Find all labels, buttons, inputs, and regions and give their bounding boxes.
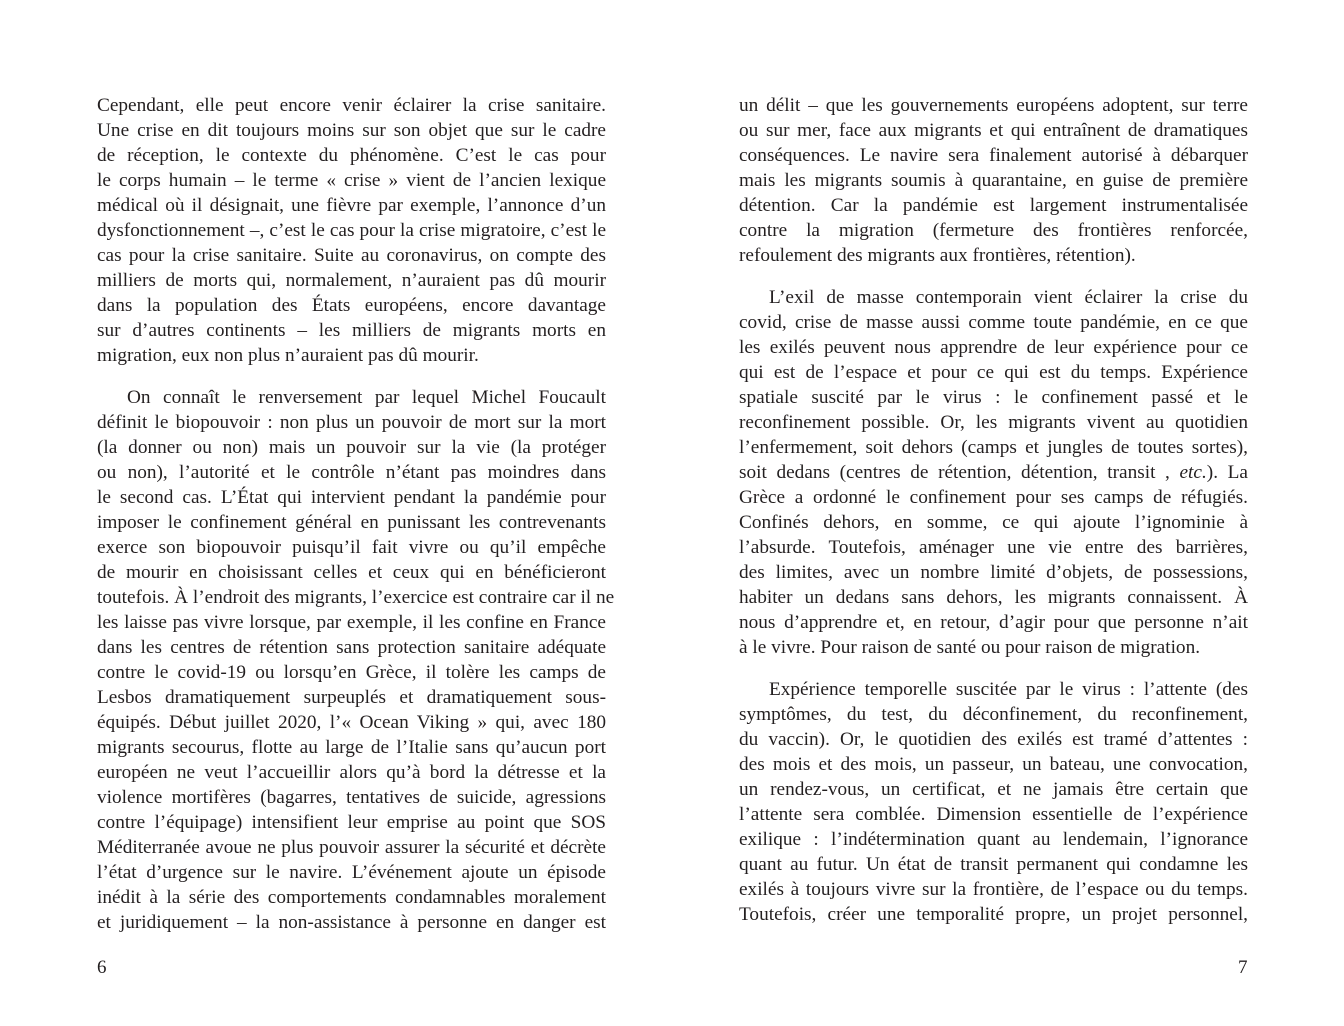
text-line: à le vivre. Pour raison de santé ou pour raison de migration. — [739, 637, 1201, 658]
text-line: dans les centres de rétention sans protection sanitaire adéquate — [97, 637, 606, 658]
text-line: le corps humain – le terme « crise » vient de l’ancien lexique — [97, 170, 606, 191]
text-line: des mois et des mois, un passeur, un bateau, une convocation, — [739, 754, 1248, 775]
text-line: l’absurde. Toutefois, aménager une vie entre des barrières, — [739, 537, 1248, 558]
text-line: Une crise en dit toujours moins sur son objet que sur le cadre — [97, 120, 606, 141]
text-line: milliers de morts qui, normalement, n’auraient pas dû mourir — [97, 270, 606, 291]
text-line: covid, crise de masse aussi comme toute pandémie, en ce que — [739, 312, 1248, 333]
text-segment: ). La — [1206, 462, 1248, 483]
text-line: toutefois. À l’endroit des migrants, l’exercice est contraire car il ne — [97, 587, 615, 608]
text-line: exerce son biopouvoir puisqu’il fait vivre ou qu’il empêche — [97, 537, 606, 558]
text-line: équipés. Début juillet 2020, l’« Ocean Viking » qui, avec 180 — [97, 712, 606, 733]
left-page-text — [97, 93, 615, 952]
text-line: migration, eux non plus n’auraient pas dû mourir. — [97, 345, 479, 366]
text-line: qui est de l’espace et pour ce qui est du temps. Expérience — [739, 362, 1248, 383]
text-segment: soit dedans (centres de rétention, détention, transit , — [739, 462, 1180, 483]
text-line: les laisse pas vivre lorsque, par exemple, il les confine en France — [97, 612, 606, 633]
text-line: détention. Car la pandémie est largement instrumentalisée — [739, 195, 1248, 216]
text-line: du vaccin). Or, le quotidien des exilés est tramé d’attentes : — [739, 729, 1248, 750]
text-line: nous d’apprendre et, en retour, d’agir pour que personne n’ait — [739, 612, 1248, 633]
text-line: l’enfermement, soit dehors (camps et jungles de toutes sortes), — [739, 437, 1248, 458]
text-line: des limites, avec un nombre limité d’objets, de possessions, — [739, 562, 1248, 583]
right-page-text — [739, 93, 1248, 944]
text-line: refoulement des migrants aux frontières, rétention). — [739, 245, 1136, 266]
page-number-left: 6 — [97, 957, 107, 978]
text-line: Cependant, elle peut encore venir éclairer la crise sanitaire. — [97, 95, 606, 116]
text-line: quant au futur. Un état de transit permanent qui condamne les — [739, 854, 1248, 875]
text-line: Confinés dehors, en somme, ce qui ajoute l’ignominie à — [739, 512, 1248, 533]
text-line: exilés à toujours vivre sur la frontière, de l’espace ou du temps. — [739, 879, 1248, 900]
paragraph — [97, 385, 615, 935]
text-line: un rendez-vous, un certificat, et ne jamais être certain que — [739, 779, 1248, 800]
text-line: définit le biopouvoir : non plus un pouvoir de mort sur la mort — [97, 412, 606, 433]
text-line: Grèce a ordonné le confinement pour ses camps de réfugiés. — [739, 487, 1248, 508]
text-line: et juridiquement – la non-assistance à personne en danger est — [97, 912, 606, 933]
text-line: reconfinement possible. Or, les migrants vivent au quotidien — [739, 412, 1248, 433]
text-line: conséquences. Le navire sera finalement autorisé à débarquer — [739, 145, 1248, 166]
text-line: Méditerranée avoue ne plus pouvoir assurer la sécurité et décrète — [97, 837, 606, 858]
text-line: dysfonctionnement –, c’est le cas pour la crise migratoire, c’est le — [97, 220, 606, 241]
text-line: ou sur mer, face aux migrants et qui entraînent de dramatiques — [739, 120, 1248, 141]
text-line: les exilés peuvent nous apprendre de leur expérience pour ce — [739, 337, 1248, 358]
text-line: symptômes, du test, du déconfinement, du reconfinement, — [739, 704, 1248, 725]
text-line: cas pour la crise sanitaire. Suite au coronavirus, on compte des — [97, 245, 606, 266]
text-line: Lesbos dramatiquement surpeuplés et dramatiquement sous- — [97, 687, 606, 708]
text-line: (la donner ou non) mais un pouvoir sur la vie (la protéger — [97, 437, 606, 458]
text-line: médical où il désignait, une fièvre par exemple, l’annonce d’un — [97, 195, 606, 216]
italic-text: etc. — [1179, 462, 1207, 483]
paragraph — [739, 93, 1248, 268]
text-line: ou non), l’autorité et le contrôle n’étant pas moindres dans — [97, 462, 606, 483]
text-line: migrants secourus, flotte au large de l’Italie sans qu’aucun port — [97, 737, 606, 758]
text-line: l’état d’urgence sur le navire. L’événement ajoute un épisode — [97, 862, 606, 883]
text-line: contre la migration (fermeture des frontières renforcée, — [739, 220, 1248, 241]
text-line: mais les migrants soumis à quarantaine, en guise de première — [739, 170, 1248, 191]
text-line: l’attente sera comblée. Dimension essentielle de l’expérience — [739, 804, 1248, 825]
text-line: sur d’autres continents – les milliers de migrants morts en — [97, 320, 606, 341]
paragraph — [739, 285, 1248, 660]
text-line: inédit à la série des comportements condamnables moralement — [97, 887, 606, 908]
text-line: de réception, le contexte du phénomène. C’est le cas pour — [97, 145, 606, 166]
text-line: exilique : l’indétermination quant au lendemain, l’ignorance — [739, 829, 1248, 850]
text-line: un délit – que les gouvernements européens adoptent, sur terre — [739, 95, 1248, 116]
paragraph — [739, 677, 1248, 927]
text-line: de mourir en choisissant celles et ceux qui en bénéficieront — [97, 562, 606, 583]
text-line — [739, 460, 1248, 485]
text-line: Toutefois, créer une temporalité propre, un projet personnel, — [739, 904, 1248, 925]
text-line: habiter un dedans sans dehors, les migrants connaissent. À — [739, 587, 1248, 608]
text-line: dans la population des États européens, encore davantage — [97, 295, 606, 316]
text-line: On connaît le renversement par lequel Michel Foucault — [127, 387, 606, 408]
text-line: imposer le confinement général en punissant les contrevenants — [97, 512, 606, 533]
text-line: spatiale suscité par le virus : le confinement passé et le — [739, 387, 1248, 408]
text-line: le second cas. L’État qui intervient pendant la pandémie pour — [97, 487, 606, 508]
text-line: contre le covid-19 ou lorsqu’en Grèce, il tolère les camps de — [97, 662, 606, 683]
text-line: européen ne veut l’accueillir alors qu’à bord la détresse et la — [97, 762, 606, 783]
page-number-right: 7 — [1238, 957, 1248, 978]
paragraph — [97, 93, 606, 368]
text-line: L’exil de masse contemporain vient éclairer la crise du — [769, 287, 1248, 308]
text-line: Expérience temporelle suscitée par le virus : l’attente (des — [769, 679, 1248, 700]
text-line: violence mortifères (bagarres, tentatives de suicide, agressions — [97, 787, 606, 808]
text-line: contre l’équipage) intensifient leur emprise au point que SOS — [97, 812, 606, 833]
